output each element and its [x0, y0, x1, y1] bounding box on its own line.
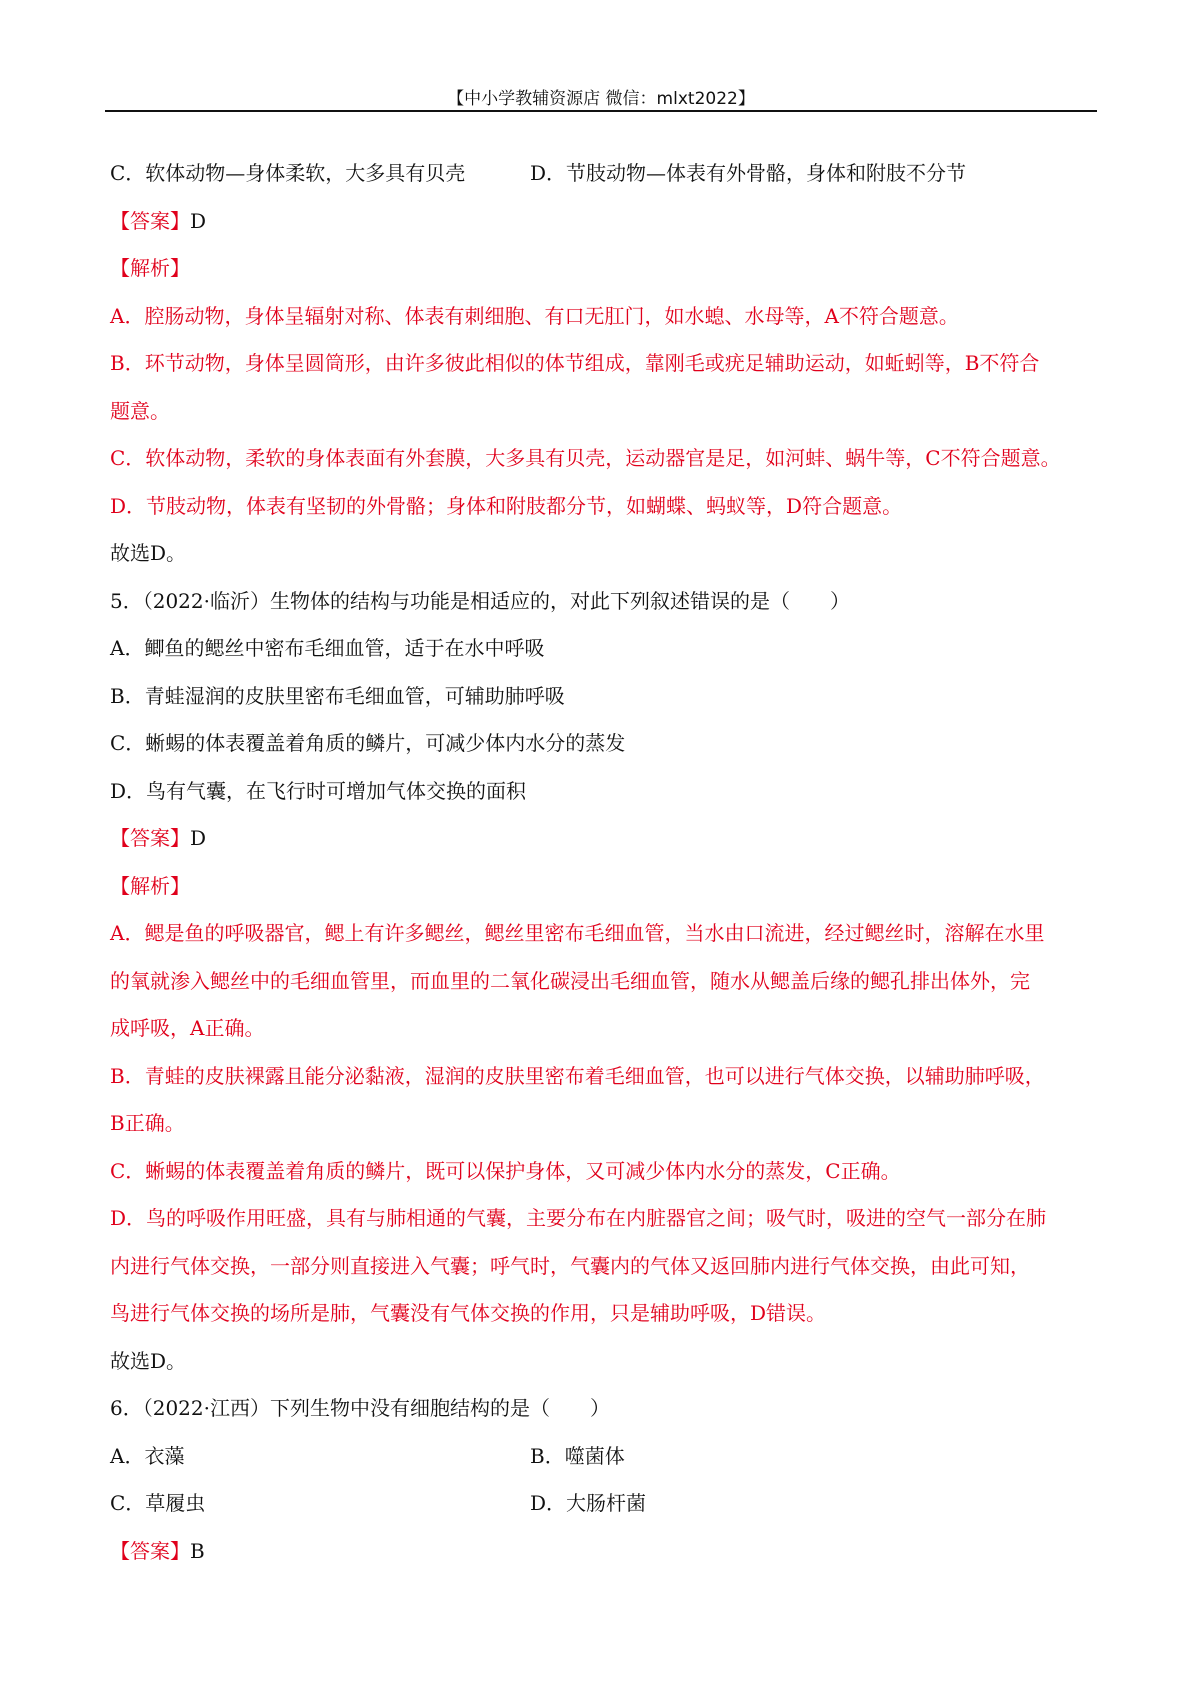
q5-option-a: A．鲫鱼的鳃丝中密布毛细血管，适于在水中呼吸 — [110, 636, 545, 660]
q5-option-b: B．青蛙湿润的皮肤里密布毛细血管，可辅助肺呼吸 — [110, 683, 565, 708]
q5-analysis-line: 鸟进行气体交换的场所是肺，气囊没有气体交换的作用，只是辅助呼吸，D错误。 — [110, 1301, 827, 1325]
q4-analysis-line: C．软体动物，柔软的身体表面有外套膜，大多具有贝壳，运动器官是足，如河蚌、蜗牛等，C不符合题意。 — [110, 446, 1061, 470]
q4-option-c: C．软体动物—身体柔软，大多具有贝壳 — [110, 161, 466, 185]
q6-stem: 6．（2022·江西）下列生物中没有细胞结构的是（ ） — [110, 1396, 610, 1420]
q5-stem: 5．（2022·临沂）生物体的结构与功能是相适应的，对此下列叙述错误的是（ ） — [110, 588, 850, 613]
q5-analysis-label: 【解析】 — [110, 873, 190, 898]
q5-analysis-line: A．鳃是鱼的呼吸器官，鳃上有许多鳃丝，鳃丝里密布毛细血管，当水由口流进，经过鳃丝时，溶解在水里 — [110, 921, 1045, 945]
q5-analysis-line: B正确。 — [110, 1111, 185, 1135]
q6-option-b: B．噬菌体 — [530, 1443, 625, 1468]
q5-conclusion: 故选D。 — [110, 1348, 187, 1373]
q4-analysis-label: 【解析】 — [110, 256, 190, 280]
q6-option-d: D．大肠杆菌 — [530, 1491, 647, 1515]
q6-options-row — [110, 1433, 1096, 1481]
q5-option-c: C．蜥蜴的体表覆盖着角质的鳞片，可减少体内水分的蒸发 — [110, 731, 626, 755]
q4-analysis-line: A．腔肠动物，身体呈辐射对称、体表有刺细胞、有口无肛门，如水螅、水母等，A不符合题意。 — [110, 303, 959, 328]
answer-label: 【答案】 — [110, 1538, 190, 1563]
q4-analysis-line: B．环节动物，身体呈圆筒形，由许多彼此相似的体节组成，靠刚毛或疣足辅助运动，如蚯蚓等，B不符合 — [110, 351, 1040, 375]
answer-label: 【答案】 — [110, 208, 190, 233]
header-divider — [105, 110, 1097, 112]
q5-analysis-line: 的氧就渗入鳃丝中的毛细血管里，而血里的二氧化碳浸出毛细血管，随水从鳃盖后缘的鳃孔排出体外，完 — [110, 968, 1030, 993]
q4-answer — [110, 198, 1096, 246]
q4-option-d: D．节肢动物—体表有外骨骼，身体和附肢不分节 — [530, 161, 967, 185]
document-body — [110, 150, 1096, 1575]
answer-value: D — [190, 826, 207, 850]
q5-analysis-line: C．蜥蜴的体表覆盖着角质的鳞片，既可以保护身体，又可减少体内水分的蒸发，C正确。 — [110, 1158, 901, 1183]
q6-option-c: C．草履虫 — [110, 1491, 206, 1515]
q5-analysis-line: 成呼吸，A正确。 — [110, 1016, 265, 1040]
q5-option-d: D．鸟有气囊，在飞行时可增加气体交换的面积 — [110, 778, 527, 803]
q4-options-row — [110, 150, 1096, 198]
answer-value: B — [190, 1538, 205, 1563]
page-header: 【中小学教辅资源店 微信：mlxt2022】 — [447, 89, 755, 109]
q5-answer — [110, 815, 1096, 863]
q4-analysis-line: 题意。 — [110, 398, 170, 423]
q5-analysis-line: D．鸟的呼吸作用旺盛，具有与肺相通的气囊，主要分布在内脏器官之间；吸气时，吸进的空气一部分在肺 — [110, 1206, 1047, 1230]
q4-analysis-line: D．节肢动物，体表有坚韧的外骨骼；身体和附肢都分节，如蝴蝶、蚂蚁等，D符合题意。 — [110, 493, 903, 518]
q6-options-row — [110, 1480, 1096, 1528]
answer-label: 【答案】 — [110, 826, 190, 850]
q5-analysis-line: 内进行气体交换，一部分则直接进入气囊；呼气时，气囊内的气体又返回肺内进行气体交换，由此可知， — [110, 1253, 1030, 1278]
q6-option-a: A．衣藻 — [110, 1443, 185, 1468]
q4-conclusion: 故选D。 — [110, 541, 187, 565]
q6-answer — [110, 1528, 1096, 1576]
answer-value: D — [190, 208, 207, 233]
q5-analysis-line: B．青蛙的皮肤裸露且能分泌黏液，湿润的皮肤里密布着毛细血管，也可以进行气体交换，以辅助肺呼吸， — [110, 1063, 1045, 1088]
